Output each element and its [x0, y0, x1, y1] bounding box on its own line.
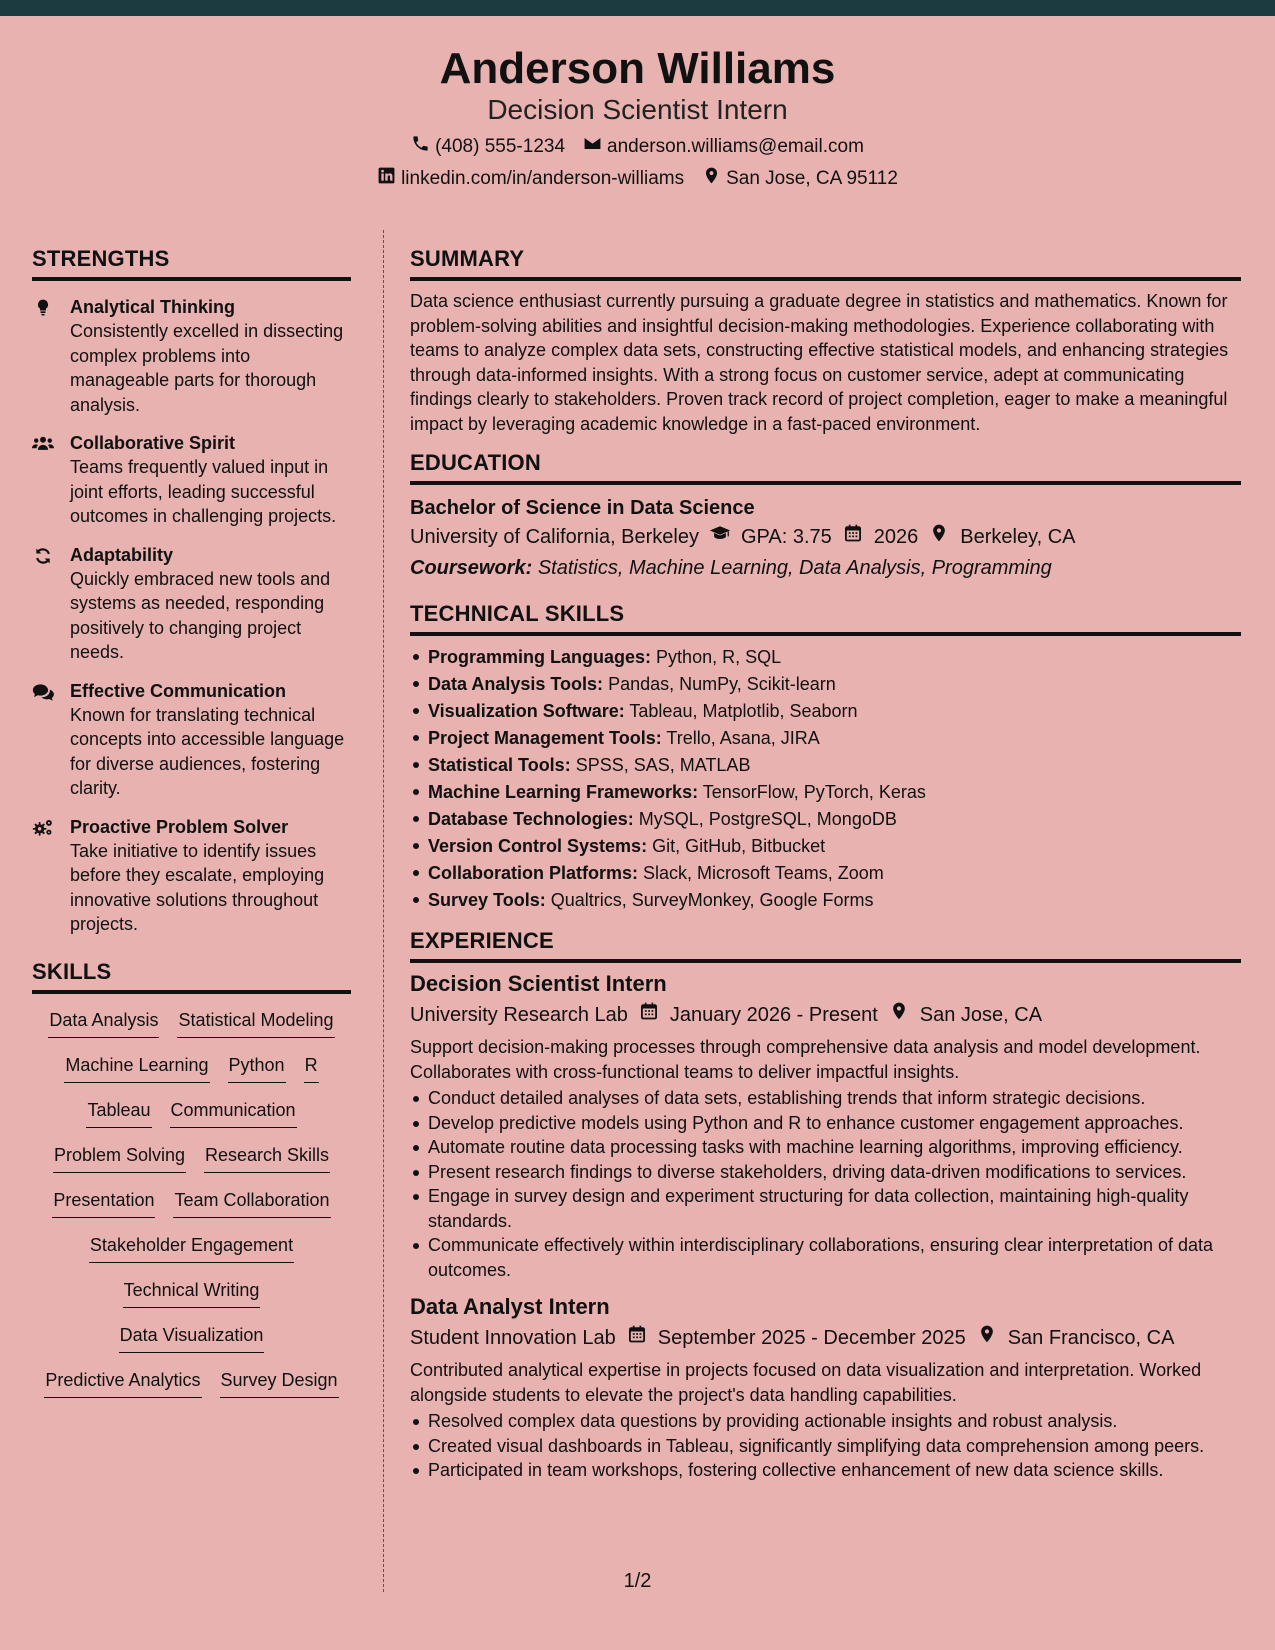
lightbulb-icon: [32, 305, 54, 322]
contact-row-1: [0, 134, 1275, 159]
summary-heading: SUMMARY: [410, 246, 1241, 281]
skill-tag: Communication: [170, 1098, 297, 1128]
strength-desc: Known for translating technical concepts into accessible language for diverse audiences, fostering clarity.: [70, 704, 345, 798]
resume-header: [0, 16, 1275, 204]
email-text: anderson.williams@email.com: [607, 135, 864, 157]
calendar-icon: [638, 999, 660, 1031]
gpa: GPA: 3.75: [741, 526, 832, 548]
linkedin-contact[interactable]: [377, 166, 684, 191]
job-title: Decision Scientist Intern: [410, 971, 667, 996]
job-dates: January 2026 - Present: [669, 1004, 878, 1026]
technical-skills-list: [410, 644, 1241, 914]
job-dates: September 2025 - December 2025: [657, 1327, 966, 1349]
linkedin-icon: [377, 166, 396, 191]
skill-label: Database Technologies:: [428, 809, 634, 829]
right-column: [410, 246, 1241, 1483]
job-title: Data Analyst Intern: [410, 1294, 610, 1319]
strength-title: Analytical Thinking: [70, 297, 236, 317]
skill-label: Data Analysis Tools:: [428, 674, 604, 694]
skill-label: Collaboration Platforms:: [428, 863, 639, 883]
skill-value: Pandas, NumPy, Scikit-learn: [608, 674, 836, 694]
strength-desc: Quickly embraced new tools and systems as needed, responding positively to changing project needs.: [70, 568, 331, 662]
skill-tag: Survey Design: [220, 1368, 339, 1398]
skill-label: Statistical Tools:: [428, 755, 571, 775]
strength-desc: Teams frequently valued input in joint efforts, leading successful outcomes in challenging projects.: [70, 457, 337, 526]
job-bullets: [410, 1086, 1241, 1282]
comments-icon: [32, 689, 54, 706]
list-item: [410, 860, 1241, 887]
skill-tag: Python: [228, 1053, 286, 1083]
list-item: Conduct detailed analyses of data sets, establishing trends that inform strategic decisions.: [410, 1086, 1241, 1111]
school-location: Berkeley, CA: [960, 526, 1076, 548]
skill-label: Machine Learning Frameworks:: [428, 782, 699, 802]
strength-desc: Consistently excelled in dissecting complex problems into manageable parts for thorough analysis.: [70, 321, 344, 415]
list-item: [410, 644, 1241, 671]
school-name: University of California, Berkeley: [410, 526, 699, 548]
job-org: Student Innovation Lab: [410, 1327, 616, 1349]
graduation-cap-icon: [709, 521, 731, 553]
skill-tag: Team Collaboration: [173, 1188, 330, 1218]
email-contact[interactable]: [583, 134, 864, 159]
skill-tag: Technical Writing: [123, 1278, 261, 1308]
list-item: Develop predictive models using Python and R to enhance customer engagement approaches.: [410, 1111, 1241, 1136]
strength-title: Adaptability: [70, 544, 174, 565]
experience-heading: EXPERIENCE: [410, 928, 1241, 963]
skill-tag: Machine Learning: [64, 1053, 209, 1083]
skill-value: TensorFlow, PyTorch, Keras: [702, 782, 926, 802]
candidate-title: Decision Scientist Intern: [487, 94, 788, 125]
strength-item: [32, 679, 351, 801]
left-column: [32, 246, 351, 1413]
skill-value: Git, GitHub, Bitbucket: [652, 836, 826, 856]
graduation-year: 2026: [873, 526, 919, 548]
technical-skills-heading: TECHNICAL SKILLS: [410, 601, 1241, 636]
strength-item: [32, 543, 351, 665]
list-item: Automate routine data processing tasks with machine learning algorithms, improving efficiency.: [410, 1135, 1241, 1160]
summary-text: Data science enthusiast currently pursuing a graduate degree in statistics and mathematics. Known for problem-solving abilities and insightful decision-making methodologies. Experience collaborating with teams to analyze complex data sets, constructing effective statistical models, and enhancing strategies through data-informed insights. With a strong focus on customer service, adept at communicating findings clearly to stakeholders. Proven track record of project completion, eager to make a meaningful impact by leveraging academic knowledge in a fast-paced environment.: [410, 291, 1229, 434]
map-marker-icon: [928, 521, 950, 553]
list-item: [410, 752, 1241, 779]
top-bar: [0, 0, 1275, 16]
education-meta: [410, 521, 1241, 553]
skills-heading: SKILLS: [32, 959, 351, 994]
education-heading: EDUCATION: [410, 450, 1241, 485]
candidate-name: Anderson Williams: [439, 44, 836, 93]
job-org: University Research Lab: [410, 1004, 628, 1026]
job-entry: [410, 1292, 1241, 1483]
list-item: Present research findings to diverse stakeholders, driving data-driven modifications to services.: [410, 1160, 1241, 1185]
page-number: 1/2: [623, 1570, 652, 1592]
skill-tag: Presentation: [52, 1188, 155, 1218]
map-marker-icon: [702, 166, 721, 191]
list-item: [410, 887, 1241, 914]
skill-tag: Data Analysis: [48, 1008, 159, 1038]
gears-icon: [32, 825, 54, 842]
strength-desc: Take initiative to identify issues before they escalate, employing innovative solutions throughout projects.: [70, 840, 325, 934]
skill-tag: Research Skills: [204, 1143, 330, 1173]
job-entry: [410, 969, 1241, 1282]
strengths-heading: STRENGTHS: [32, 246, 351, 281]
skill-tag: Data Visualization: [119, 1323, 265, 1353]
job-meta: [410, 1322, 1241, 1354]
map-marker-icon: [976, 1322, 998, 1354]
phone-icon: [411, 134, 430, 159]
job-meta: [410, 999, 1241, 1031]
list-item: Communicate effectively within interdisciplinary collaborations, ensuring clear interpretation of data outcomes.: [410, 1233, 1241, 1282]
list-item: [410, 833, 1241, 860]
skill-value: Qualtrics, SurveyMonkey, Google Forms: [550, 890, 874, 910]
linkedin-text: linkedin.com/in/anderson-williams: [401, 167, 685, 189]
location-text: San Jose, CA 95112: [726, 167, 898, 189]
strength-item: [32, 295, 351, 417]
location-contact: [702, 166, 898, 191]
skill-label: Programming Languages:: [428, 647, 652, 667]
list-item: Resolved complex data questions by providing actionable insights and robust analysis.: [410, 1409, 1241, 1434]
phone-contact: [411, 134, 565, 159]
skill-tag: Statistical Modeling: [177, 1008, 334, 1038]
job-description: Contributed analytical expertise in projects focused on data visualization and interpretation. Worked alongside students to elevate the project's data handling capabilities.: [410, 1360, 1202, 1405]
list-item: [410, 806, 1241, 833]
coursework-list: Statistics, Machine Learning, Data Analysis, Programming: [537, 557, 1052, 579]
list-item: Participated in team workshops, fostering collective enhancement of new data science skills.: [410, 1458, 1241, 1483]
skill-value: Trello, Asana, JIRA: [666, 728, 820, 748]
coursework-label: Coursework:: [410, 557, 533, 579]
skill-tag: Predictive Analytics: [44, 1368, 201, 1398]
calendar-icon: [626, 1322, 648, 1354]
coursework: [410, 553, 1241, 583]
skill-tag: Tableau: [86, 1098, 151, 1128]
strength-title: Proactive Problem Solver: [70, 816, 289, 837]
calendar-icon: [842, 521, 864, 553]
strength-item: [32, 815, 351, 937]
skill-tag: Stakeholder Engagement: [89, 1233, 294, 1263]
sync-icon: [32, 553, 54, 570]
degree-title: Bachelor of Science in Data Science: [410, 497, 755, 519]
strength-title: Collaborative Spirit: [70, 433, 236, 453]
list-item: [410, 725, 1241, 752]
list-item: [410, 779, 1241, 806]
skill-label: Visualization Software:: [428, 701, 625, 721]
list-item: Created visual dashboards in Tableau, significantly simplifying data comprehension among peers.: [410, 1434, 1241, 1459]
envelope-icon: [583, 134, 602, 159]
skills-list: [32, 1008, 351, 1413]
skill-value: Python, R, SQL: [656, 647, 782, 667]
skill-value: MySQL, PostgreSQL, MongoDB: [638, 809, 897, 829]
job-description: Support decision-making processes through comprehensive data analysis and model development. Collaborates with cross-functional teams to deliver impactful insights.: [410, 1037, 1201, 1082]
skill-label: Version Control Systems:: [428, 836, 648, 856]
job-location: San Jose, CA: [919, 1004, 1043, 1026]
list-item: [410, 671, 1241, 698]
skill-label: Survey Tools:: [428, 890, 546, 910]
strength-title: Effective Communication: [70, 680, 287, 701]
strength-item: [32, 431, 351, 529]
skill-tag: Problem Solving: [53, 1143, 186, 1173]
users-icon: [32, 441, 54, 458]
phone-text: (408) 555-1234: [435, 135, 566, 157]
job-bullets: [410, 1409, 1241, 1483]
map-marker-icon: [888, 999, 910, 1031]
skill-value: Tableau, Matplotlib, Seaborn: [629, 701, 858, 721]
column-divider: [383, 230, 384, 1592]
list-item: [410, 698, 1241, 725]
skill-tag: R: [304, 1053, 319, 1083]
skill-value: Slack, Microsoft Teams, Zoom: [643, 863, 884, 883]
skill-value: SPSS, SAS, MATLAB: [575, 755, 751, 775]
skill-label: Project Management Tools:: [428, 728, 662, 748]
list-item: Engage in survey design and experiment structuring for data collection, maintaining high-quality standards.: [410, 1184, 1241, 1233]
contact-row-2: [0, 166, 1275, 191]
job-location: San Francisco, CA: [1007, 1327, 1175, 1349]
